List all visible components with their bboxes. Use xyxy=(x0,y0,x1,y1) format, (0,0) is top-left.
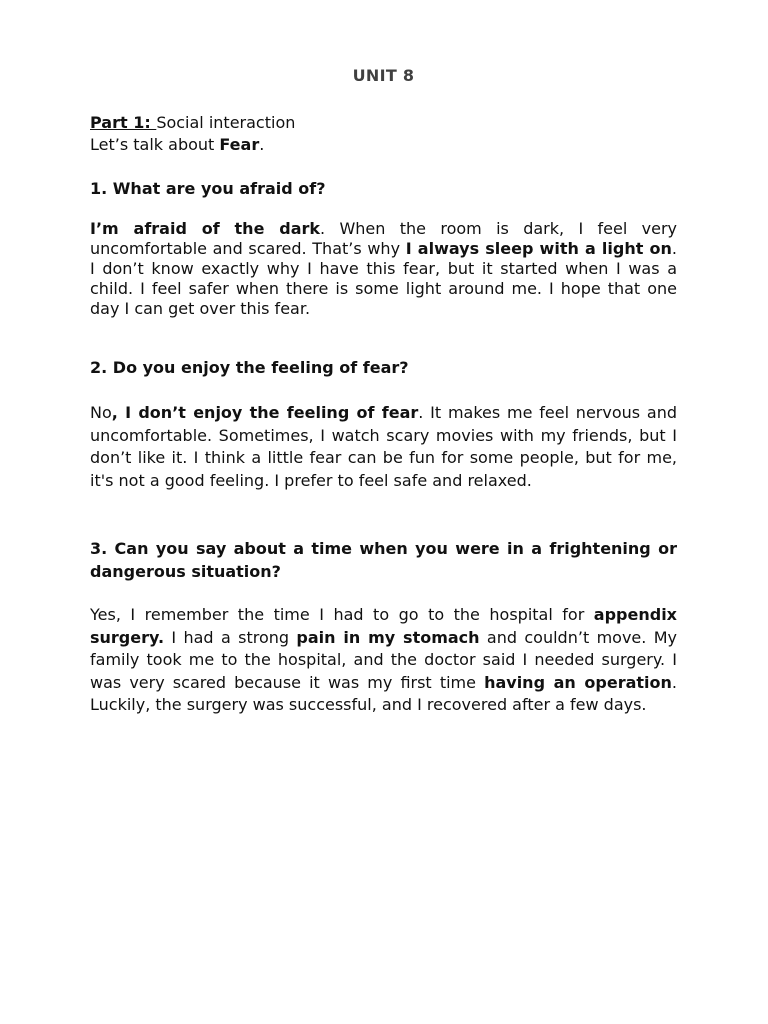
answer-3-bold-1: appendix surgery. xyxy=(90,605,677,647)
question-2: 2. Do you enjoy the feeling of fear? xyxy=(90,358,409,377)
answer-1-bold-2: I always sleep with a light on xyxy=(405,239,672,258)
part-text: Social interaction xyxy=(156,113,296,132)
answer-2-text-2: . It makes me feel nervous and uncomfortable. Sometimes, I watch scary movies with my friends, but I don’t like it. I think a little fear can be fun for some people, but for me, it's not a good feeling. I prefer to feel safe and relaxed. xyxy=(90,403,678,490)
answer-2-text-1: No xyxy=(90,403,112,422)
answer-3-bold-2: pain in my stomach xyxy=(296,627,480,647)
answer-1 xyxy=(90,219,677,319)
topic-intro-prefix: Let’s talk about xyxy=(90,135,220,154)
unit-title: UNIT 8 xyxy=(352,66,415,85)
answer-1-text-2: . I don’t know exactly why I have this fear, but it started when I was a child. I feel safer when there is some light around me. I hope that one day I can get over this fear. xyxy=(90,239,677,318)
answer-3-text-3: and couldn’t move. My family took me to the hospital, and the doctor said I needed surgery. I was very scared because it was my first time xyxy=(90,627,677,692)
answer-3 xyxy=(90,604,677,717)
topic-intro xyxy=(90,134,264,156)
question-1: 1. What are you afraid of? xyxy=(90,179,326,198)
answer-3-text-4: . Luckily, the surgery was successful, and I recovered after a few days. xyxy=(90,672,677,714)
answer-3-text-2: I had a strong xyxy=(164,627,297,647)
topic-intro-suffix: . xyxy=(259,135,265,154)
answer-1-bold-1: I’m afraid of the dark xyxy=(90,219,321,238)
topic-name: Fear xyxy=(219,135,260,154)
part-heading xyxy=(90,112,295,134)
part-label: Part 1: xyxy=(90,113,157,132)
answer-2-bold-1: , I don’t enjoy the feeling of fear xyxy=(111,403,419,422)
answer-1-text-1: . When the room is dark, I feel very uncomfortable and scared. That’s why xyxy=(90,219,677,258)
answer-3-bold-3: having an operation xyxy=(484,672,672,692)
answer-2 xyxy=(90,402,677,492)
question-3: 3. Can you say about a time when you were in a frightening or dangerous situation? xyxy=(90,539,677,581)
answer-3-text-1: Yes, I remember the time I had to go to the hospital for xyxy=(90,605,594,624)
